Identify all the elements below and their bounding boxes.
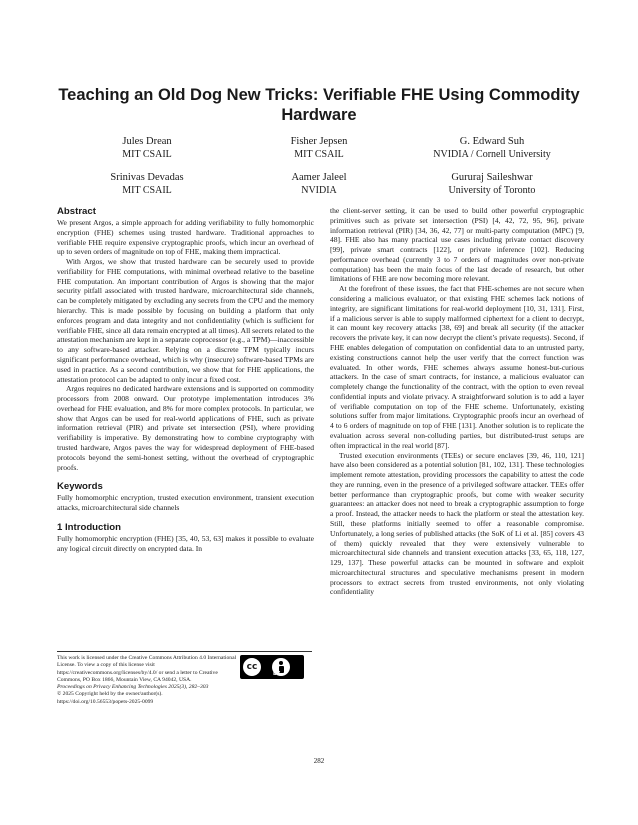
footnote-rule: [57, 651, 312, 652]
author-name: Gururaj Saileshwar: [451, 172, 533, 183]
author-block: [47, 172, 247, 197]
right-column: [330, 206, 584, 597]
abstract-paragraph: Argos requires no dedicated hardware extensions and is supported on commodity processors from 2008 onward. Our prototype implementation introduces 3% overhead for FHE evaluation, and 8% for more complex protocols. In particular, we show that Argos can be used for real-world applications of FHE, such as private information retrieval (PIR) and private set intersection (PSI), where providing verifiability is imperative. By demonstrating how to combine cryptography with trusted hardware, Argos paves the way for widespread deployment of FHE-based protocols beyond the semi-honest setting, without the overhead of cryptographic proofs.: [57, 384, 314, 472]
abstract-heading: Abstract: [57, 206, 96, 217]
author-affiliation: NVIDIA: [301, 184, 337, 196]
abstract-paragraph: With Argos, we show that trusted hardware can be securely used to provide verifiability for FHE computations, with minimal overhead relative to the baseline FHE computation. An important contribution of Argos is showing that the major security pitfall associated with trusted hardware, microarchitectural side channels, can be completely mitigated by excluding any secrets from the CPU and the memory hierarchy. This is made possible by focusing on building a platform that only enforces program and data integrity and not confidentiality (which is sufficient for verifiable FHE, since all data remain encrypted at all times). All secrets related to the attestation mechanism are kept in a separate coprocessor (e.g., a TPM)—inaccessible to any software-based attacker. Relying on a discrete TPM typically incurs significant performance overhead, which is why (insecure) software-based TPMs are used in practice. As a second contribution, we show that for FHE applications, the attestation protocol can be adapted to only incur a fixed cost.: [57, 257, 314, 384]
author-block: [219, 172, 419, 197]
left-column: [57, 206, 314, 553]
doi-link[interactable]: https://doi.org/10.56553/popets-2025-0099: [57, 698, 154, 705]
author-name: Fisher Jepsen: [290, 136, 348, 147]
cc-by-license-badge[interactable]: [240, 655, 304, 679]
intro-paragraph: Trusted execution environments (TEEs) or secure enclaves [39, 46, 110, 121] have also been considered as a potential solution [81, 102, 131]. These technologies implement remote attestation, providing processors the capability to attest the code they are running, even in the presence of a privileged software attacker. TEEs offer better performance than cryptographic proofs, but come with weaker security guarantees: an attacker does not need to break a cryptographic assumption to forge a proof. Instead, the attacker needs to hack the platform or steal the attestation key. Still, these platforms initially seemed to offer a reasonable compromise. Unfortunately, a long series of published attacks (the SoK of Li et al. [85] covers 43 of them) quickly revealed that they were extensively vulnerable to microarchitectural side channels and transient execution attacks [33, 65, 118, 127, 129, 137]. These powerful attacks can be mounted in software and exploit microarchitectural structures and speculative mechanisms present in modern processors to extract secrets from trusted environments, not only violating confidentiality: [330, 450, 584, 597]
author-affiliation: NVIDIA / Cornell University: [433, 148, 551, 160]
author-affiliation: MIT CSAIL: [122, 184, 172, 196]
cc-icon: cc: [242, 657, 262, 677]
author-block: [392, 172, 592, 197]
author-affiliation: MIT CSAIL: [294, 148, 344, 160]
intro-paragraph: the client-server setting, it can be used to build other powerful cryptographic primitives such as private set intersection (PSI) [4, 42, 72, 95, 96], private information retrieval (PIR) [34, 36, 42, 77] or multi-party computation (MPC) [9, 48]. FHE also has many practical use cases including private contact discovery [99], private smart contracts [122], or private inference [102]. Reducing performance overhead (currently 3 to 7 orders of magnitudes over non-private computation) has been the main focus of the last decade of research, but other limitations of FHE are now becoming more relevant.: [330, 206, 584, 284]
author-name: Jules Drean: [122, 136, 172, 147]
copyright-text: © 2025 Copyright held by the owner/author(s).: [57, 691, 163, 698]
intro-paragraph: Fully homomorphic encryption (FHE) [35, 40, 53, 63] makes it possible to evaluate any logical circuit directly on encrypted data. In: [57, 533, 314, 553]
paper-title: Teaching an Old Dog New Tricks: Verifiable FHE Using Commodity Hardware: [58, 86, 580, 124]
author-block: [219, 136, 419, 161]
author-affiliation: MIT CSAIL: [122, 148, 172, 160]
author-name: Srinivas Devadas: [110, 172, 184, 183]
intro-paragraph: At the forefront of these issues, the fact that FHE-schemes are not secure when considering a malicious evaluator, or that existing FHE schemes lack notions of integrity, are significant limitations for real-world deployment [10, 31, 131]. First, if a malicious server is able to supply malformed ciphertext for a client to decrypt, it can mount key recovery attacks [38, 69] and break all security (if the attacker recovers the private key, it can now decrypt the client’s private requests). Second, if FHE enables delegation of computation on confidential data to an untrusted party, existing constructions cannot help the user verify that the correct function was evaluated. In other words, FHE schemes always assume honest-but-curious attackers. In the case of smart contracts, for instance, a malicious evaluator can completely change the functionality of the contract, with the option to even reveal confidential inputs and violate privacy. A straightforward solution is to add a layer of verifiable computation on top of the FHE scheme. Unfortunately, existing solutions suffer from major limitations. Cryptographic proofs incur an overhead of 4 to 6 orders of magnitude on top of FHE [131]. Another solution is to replicate the evaluation across several non-colluding parties, but distributed-trust setups are often impractical in the real world [87].: [330, 284, 584, 450]
introduction-heading: 1 Introduction: [57, 521, 121, 533]
license-text: This work is licensed under the Creative Commons Attribution 4.0 International License. To view a copy of this license visit https://creativecommons.org/licenses/by/4.0/ or send a letter to Creative Commons, PO Box 1866, Mountain View, CA 94042, USA.: [57, 655, 237, 683]
author-affiliation: University of Toronto: [448, 184, 536, 196]
author-name: G. Edward Suh: [459, 136, 525, 147]
venue-text: Proceedings on Privacy Enhancing Technologies 2025(3), 282–303: [57, 684, 209, 691]
keywords-text: Fully homomorphic encryption, trusted execution environment, transient execution attacks, microarchitectural side channels: [57, 493, 314, 513]
author-block: [392, 136, 592, 161]
page-number: 282: [313, 757, 325, 765]
author-name: Aamer Jaleel: [291, 172, 347, 183]
by-label: BY: [273, 671, 281, 677]
keywords-heading: Keywords: [57, 481, 103, 493]
author-block: [47, 136, 247, 161]
abstract-paragraph: We present Argos, a simple approach for adding verifiability to fully homomorphic encryption (FHE) schemes using trusted hardware. Traditional approaches to verifiable FHE require expensive cryptographic proofs, which incur an overhead of up to seven orders of magnitude on top of FHE, making them impractical.: [57, 218, 314, 257]
